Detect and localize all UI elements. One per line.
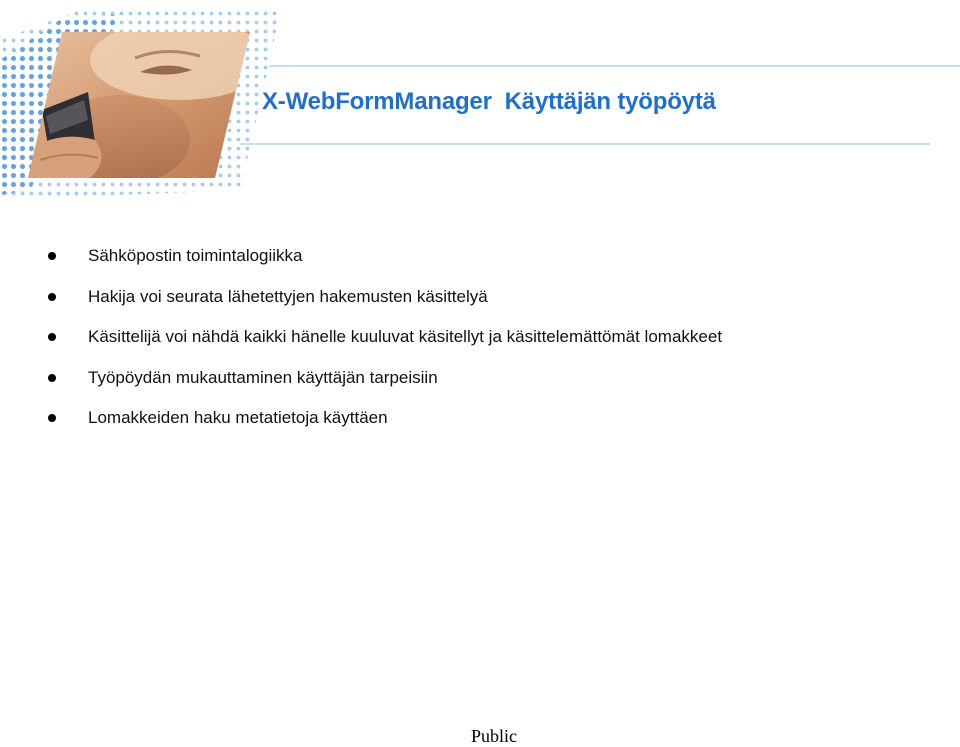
bullet-list: [46, 236, 722, 439]
bullet-dot-icon: [48, 252, 56, 260]
bullet-dot-icon: [48, 333, 56, 341]
bullet-dot-icon: [48, 374, 56, 382]
bullet-item: [46, 317, 722, 358]
slide-title: X-WebFormManager Käyttäjän työpöytä: [262, 88, 716, 115]
bullet-item: [46, 398, 722, 439]
bullet-item: [46, 358, 722, 399]
bullet-dot-icon: [48, 293, 56, 301]
bullet-text: Sähköpostin toimintalogiikka: [88, 246, 303, 265]
classification-footer: Public: [470, 726, 517, 746]
bullet-text: Hakija voi seurata lähetettyjen hakemusten käsittelyä: [88, 286, 488, 306]
bullet-dot-icon: [48, 414, 56, 422]
bullet-item: [46, 277, 722, 318]
bullet-text: Työpöydän mukauttaminen käyttäjän tarpeisiin: [88, 367, 438, 387]
bullet-text: Lomakkeiden haku metatietoja käyttäen: [88, 408, 388, 428]
bullet-item: [46, 236, 722, 277]
bullet-text: Käsittelijä voi nähdä kaikki hänelle kuuluvat käsitellyt ja käsittelemättömät lomakkeet: [88, 327, 723, 347]
